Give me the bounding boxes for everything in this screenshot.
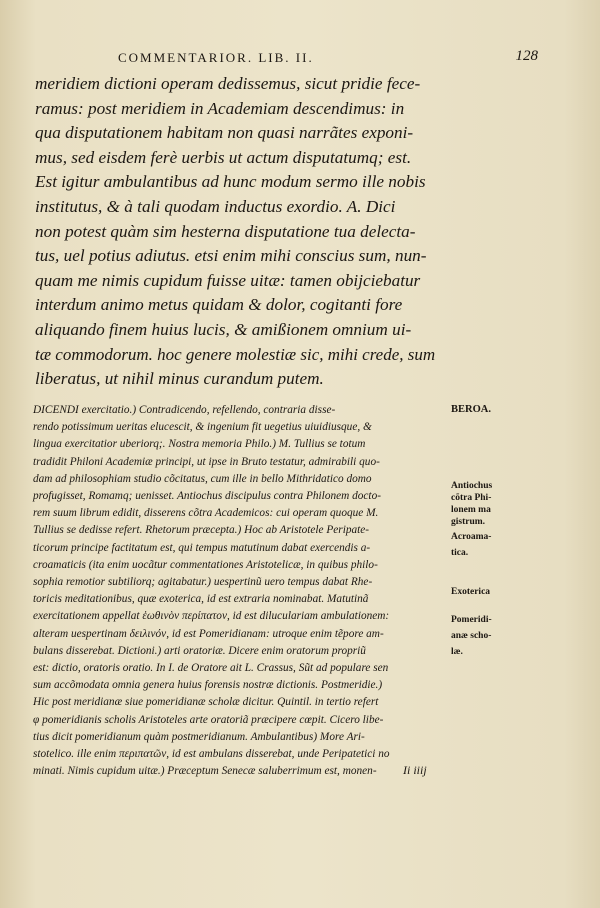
margin-note: gistrum. (451, 517, 486, 527)
page-number: 128 (515, 48, 538, 64)
main-text-line: tæ commodorum. hoc genere molestiæ sic, mihi crede, sum (35, 344, 436, 364)
main-text-line: Est igitur ambulantibus ad hunc modum sermo ille nobis (35, 172, 426, 192)
main-text-line: tus, uel potius adiutus. etsi enim mihi conscius sum, nun- (35, 246, 427, 266)
commentary-line: toricis meditationibus, quæ exoterica, id est extraria nominabat. Matutinã (33, 593, 369, 606)
margin-note: cõtra Phi- (451, 493, 492, 503)
margin-note: tica. (451, 548, 469, 558)
main-text-line: qua disputationem habitam non quasi narrãtes exponi- (35, 123, 414, 143)
main-text-line: interdum animo metus quidam & dolor, cogitanti fore (35, 295, 403, 315)
main-text-line: mus, sed eisdem ferè uerbis ut actum disputatumq; est. (35, 147, 412, 167)
signature-mark: Ii iiij (403, 763, 427, 777)
main-text-block (35, 72, 435, 392)
margin-note: Pomeridi- (451, 615, 492, 625)
commentary-line: sum accõmodata omnia genera huius forensis nostræ dictionis. Postmeridie.) (33, 679, 383, 692)
commentary-line: dam ad philosophiam studio cõcitatus, cum ille in bello Mithridatico domo (33, 472, 372, 485)
commentary-line: exercitationem appellat ἑωθινὸν περίπατον, id est diluculariam ambulationem: (33, 610, 390, 623)
running-head: COMMENTARIOR. LIB. II. (118, 50, 314, 65)
commentary-line: croamaticis (ita enim uocãtur commentationes Aristotelicæ, in quibus philo- (33, 558, 378, 571)
main-text-line: ramus: post meridiem in Academiam descendimus: in (35, 98, 405, 118)
main-text-line: institutus, & à tali quodam inductus exordio. A. Dici (35, 196, 396, 216)
commentary-line: Hic post meridianæ siue pomeridianæ scholæ dicitur. Quintil. in tertio refert (33, 696, 379, 709)
commentary-block (33, 402, 445, 780)
commentary-line: est: dictio, oratoris oratio. In I. de Oratore ait L. Crassus, Sũt ad populare sen (33, 662, 389, 675)
commentary-line: rem suum librum edidit, disserens cõtra Academicos: cui operam quoque M. (33, 507, 379, 520)
margin-note: lonem ma (451, 505, 491, 515)
commentary-line: bulans disserebat. Dictioni.) arti oratoriæ. Dicere enim oratorum propriũ (33, 644, 366, 657)
main-text-line: aliquando finem huius lucis, & amißionem omnium ui- (35, 319, 412, 339)
commentary-line: DICENDI exercitatio.) Contradicendo, refellendo, contraria disse- (33, 404, 336, 416)
margin-note: anæ scho- (451, 631, 492, 641)
commentary-line: rendo potissimum ueritas elucescit, & ingenium fit uegetius uiuidiusque, & (33, 421, 372, 434)
commentary-line: Tullius se dedisse refert. Rhetorum præcepta.) Hoc ab Aristotele Peripate- (33, 524, 370, 537)
margin-note: BEROA. (451, 404, 491, 415)
commentary-line: stotelico. ille enim περιπατῶν, id est ambulans disserebat, unde Peripatetici no (33, 748, 390, 761)
page-header (118, 50, 538, 70)
main-text-line: liberatus, ut nihil minus curandum putem. (35, 369, 324, 389)
main-text-line: quam me nimis cupidum fuisse uitæ: tamen obijciebatur (35, 270, 421, 290)
margin-note: Antiochus (451, 481, 493, 491)
commentary-line: alteram uespertinam δειλινόν, id est Pomeridianam: utroque enim tẽpore am- (33, 627, 384, 640)
main-text-line: meridiem dictioni operam dedissemus, sicut pridie fece- (35, 74, 421, 93)
commentary-line: φ pomeridianis scholis Aristoteles arte oratoriã præcipere cœpit. Cicero libe- (33, 713, 384, 726)
commentary-line: sophia remotior subtiliorq; agitabatur.) uespertinũ uero tempus dabat Rhe- (33, 576, 373, 589)
commentary-line: profugisset, Romamq; uenisset. Antiochus discipulus contra Philonem docto- (33, 490, 381, 503)
commentary-line: ticorum principe factitatum est, qui tempus matutinum dabat exercendis a- (33, 541, 371, 554)
margin-note: læ. (451, 647, 463, 657)
commentary-line: tradidit Philoni Academiæ principi, ut ipse in Bruto testatur, admirabili quo- (33, 455, 380, 468)
main-text-line: non potest quàm sim hesterna disputatione tua delecta- (35, 221, 416, 241)
commentary-line: tius dicit pomeridianum quàm postmeridianum. Ambulantibus) More Ari- (33, 730, 365, 743)
margin-note: Acroama- (451, 532, 492, 542)
margin-note: Exoterica (451, 587, 491, 597)
commentary-line: minati. Nimis cupidum uitæ.) Præceptum Senecæ saluberrimum est, monen- (33, 765, 377, 778)
commentary-line: lingua exercitatior uberiorq;. Nostra memoria Philo.) M. Tullius se totum (33, 438, 366, 451)
